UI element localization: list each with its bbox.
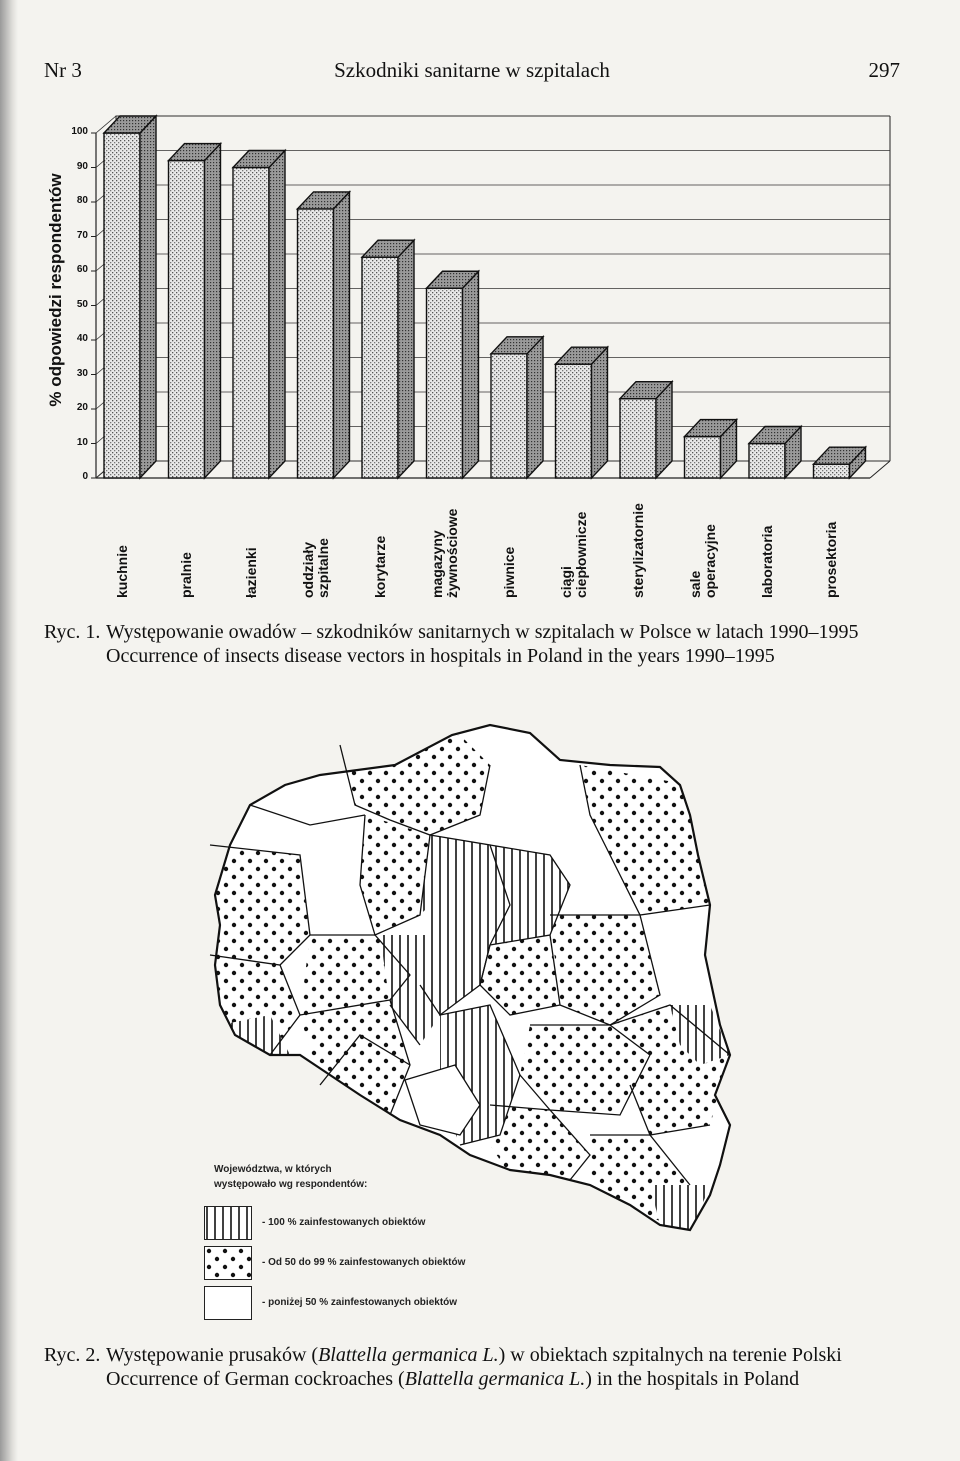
figure-2-caption — [44, 1343, 904, 1391]
x-tick-label: sale operacyjne — [686, 524, 718, 598]
y-tick-label: 0 — [82, 471, 88, 482]
x-tick-label: piwnice — [500, 546, 517, 598]
legend-heading-2: występowało wg respondentów: — [214, 1179, 368, 1190]
page-number: 297 — [868, 58, 900, 82]
y-tick-label: 20 — [76, 402, 88, 413]
bar — [620, 382, 672, 478]
bar — [814, 447, 866, 478]
legend-item-hatched — [204, 1206, 524, 1242]
legend-heading-1: Województwa, w których — [214, 1164, 332, 1175]
dotted-swatch — [204, 1246, 252, 1280]
y-tick-label: 40 — [76, 333, 88, 344]
chart-plot — [0, 0, 960, 620]
figure-2-caption-en — [44, 1367, 904, 1391]
y-tick-label: 80 — [76, 195, 88, 206]
figure-2-species-en: Blattella germanica L. — [404, 1368, 586, 1390]
bar — [556, 347, 608, 478]
figure-2-caption-en-a: Occurrence of German cockroaches ( — [106, 1368, 405, 1390]
bar — [362, 240, 414, 478]
hatched-swatch — [204, 1206, 252, 1240]
figure-2-caption-pl-b: ) w obiektach szpitalnych na terenie Polski — [498, 1344, 842, 1366]
y-tick-label: 50 — [76, 298, 88, 310]
legend-item-dotted — [204, 1246, 524, 1282]
figure-1-caption-en: Occurrence of insects disease vectors in hospitals in Poland in the years 1990–1995 — [106, 645, 775, 667]
x-tick-label: kuchnie — [113, 545, 130, 598]
x-tick-label: korytarze — [371, 535, 388, 598]
journal-issue: Nr 3 — [44, 58, 82, 82]
x-tick-label: ciągi ciepłownicze — [557, 511, 589, 598]
bar — [233, 151, 285, 479]
legend-text-dotted: - Od 50 do 99 % zainfestowanych obiektów — [262, 1257, 466, 1268]
y-tick-label: 30 — [76, 367, 88, 379]
bar — [491, 337, 543, 478]
blank-swatch — [204, 1286, 252, 1320]
y-tick-label: 60 — [76, 264, 88, 275]
legend-text-blank: - poniżej 50 % zainfestowanych obiektów — [262, 1297, 458, 1308]
x-tick-label: prosektoria — [823, 521, 839, 598]
bar — [427, 271, 479, 478]
x-tick-label: laboratoria — [758, 525, 775, 598]
x-tick-label: oddziały szpitalne — [299, 538, 331, 598]
article-short-title: Szkodniki sanitarne w szpitalach — [334, 58, 610, 82]
y-tick-label: 10 — [76, 436, 88, 448]
gridline — [96, 116, 890, 133]
figure-1-caption — [44, 620, 904, 668]
map-legend — [204, 1162, 466, 1308]
x-tick-label: łazienki — [242, 547, 259, 598]
figure-2-species-pl: Blattella germanica L. — [318, 1344, 499, 1366]
y-tick-label: 90 — [76, 160, 88, 172]
bar — [169, 144, 221, 478]
legend-item-blank — [204, 1286, 524, 1322]
figure-2-label: Ryc. 2. — [44, 1344, 101, 1366]
x-tick-label: pralnie — [178, 552, 194, 598]
bar — [749, 427, 801, 479]
bar — [685, 420, 737, 478]
bar — [104, 116, 156, 478]
legend-text-hatched: - 100 % zainfestowanych obiektów — [262, 1217, 426, 1228]
y-tick-label: 100 — [71, 126, 88, 137]
x-tick-label: sterylizatornie — [629, 503, 646, 598]
figure-1-caption-pl: Występowanie owadów – szkodników sanitarnych w szpitalach w Polsce w latach 1990–1995 — [106, 621, 859, 643]
chart-y-axis-label: % odpowiedzi respondentów — [46, 173, 65, 407]
map-regions — [210, 725, 730, 1235]
bar — [298, 192, 350, 478]
figure-2-caption-pl-a: Występowanie prusaków ( — [106, 1344, 319, 1366]
y-tick-label: 70 — [76, 229, 88, 241]
figure-1-label: Ryc. 1. — [44, 621, 101, 643]
x-tick-label: magazyny żywnościowe — [428, 508, 460, 598]
figure-2-caption-en-b: ) in the hospitals in Poland — [585, 1368, 800, 1390]
